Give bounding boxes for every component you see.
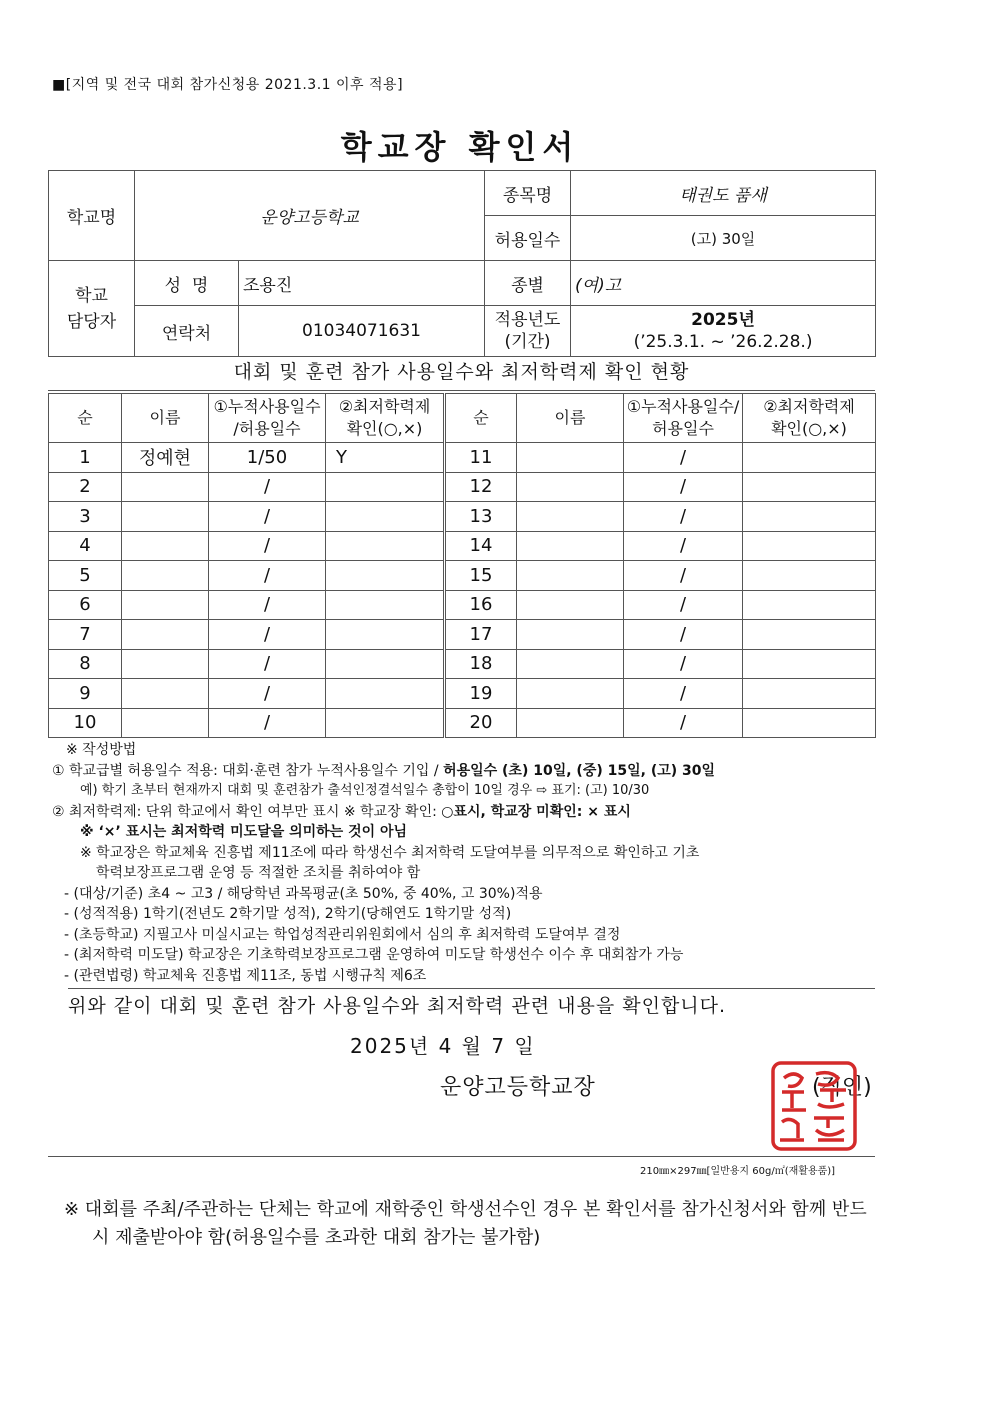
row-no-right: 18 [445, 649, 517, 679]
note-line-6: 학력보장프로그램 운영 등 적절한 조치를 취하여야 함 [96, 865, 421, 881]
row-min-left [326, 708, 445, 738]
row-name-left [122, 649, 209, 679]
table-row [49, 561, 876, 591]
row-name-right [517, 679, 624, 709]
table-row [49, 649, 876, 679]
table-row [49, 590, 876, 620]
col-min-right [743, 394, 876, 443]
row-min-right [743, 620, 876, 650]
col-name-right: 이름 [517, 394, 624, 443]
staff-label: 학교 담당자 [49, 261, 135, 357]
note-line-1-bold: 허용일수 (초) 10일, (중) 15일, (고) 30일 [443, 762, 716, 779]
row-min-right [743, 590, 876, 620]
row-min-right [743, 708, 876, 738]
row-days-left: 1/50 [209, 443, 326, 473]
contact-value: 01034071631 [239, 306, 485, 357]
row-name-left [122, 472, 209, 502]
row-no-left: 5 [49, 561, 122, 591]
row-days-right: / [624, 561, 743, 591]
col-min-right-line2: 확인(○,×) [771, 419, 847, 438]
row-min-left [326, 590, 445, 620]
school-name-value: 운양고등학교 [135, 171, 485, 261]
row-min-right [743, 531, 876, 561]
section-title: 대회 및 훈련 참가 사용일수와 최저학력제 확인 현황 [48, 354, 875, 391]
note-line-11: - (관련법령) 학교체육 진흥법 제11조, 동법 시행규칙 제6조 [64, 967, 427, 984]
col-no-left: 순 [49, 394, 122, 443]
row-no-right: 14 [445, 531, 517, 561]
row-name-left [122, 561, 209, 591]
row-name-right [517, 590, 624, 620]
footer-line-2: 시 제출받아야 함(허용일수를 초과한 대회 참가는 불가함) [92, 1227, 541, 1248]
row-no-right: 12 [445, 472, 517, 502]
table-row [49, 620, 876, 650]
table-row [49, 679, 876, 709]
row-days-right: / [624, 531, 743, 561]
row-name-right [517, 443, 624, 473]
row-no-right: 16 [445, 590, 517, 620]
row-days-right: / [624, 708, 743, 738]
row-days-left: / [209, 590, 326, 620]
col-min-left-line1: ②최저학력제 [338, 397, 431, 416]
document-title: 학교장 확인서 [340, 128, 580, 166]
note-line-3-bold: ○표시, 학교장 미확인: × 표시 [441, 803, 631, 820]
year-value: 2025년 [691, 310, 755, 330]
note-line-2: 예) 학기 초부터 현재까지 대회 및 훈련참가 출석인정결석일수 총합이 10일 경우 ⇨ 표기: (고) 10/30 [80, 783, 650, 798]
table-row [49, 708, 876, 738]
category-label: 종별 [485, 261, 571, 306]
row-name-right [517, 472, 624, 502]
row-days-left: / [209, 708, 326, 738]
row-no-right: 19 [445, 679, 517, 709]
row-days-left: / [209, 679, 326, 709]
row-days-right: / [624, 443, 743, 473]
col-min-right-line1: ②최저학력제 [763, 397, 855, 416]
row-days-left: / [209, 531, 326, 561]
staff-name-value: 조용진 [239, 261, 485, 306]
issue-date: 2025년 4 월 7 일 [350, 1034, 536, 1058]
sport-value: 태권도 품새 [571, 171, 876, 216]
school-name-label: 학교명 [49, 171, 135, 261]
sport-label: 종목명 [485, 171, 571, 216]
col-days-left-line2: /허용일수 [233, 419, 301, 438]
note-line-3-text: ② 최저학력제: 단위 학교에서 확인 여부만 표시 ※ 학교장 확인: [52, 803, 442, 820]
row-no-left: 7 [49, 620, 122, 650]
note-line-8: - (성적적용) 1학기(전년도 2학기말 성적), 2학기(당해연도 1학기말 성적) [64, 906, 512, 922]
applicable-year-value [571, 306, 876, 357]
row-days-right: / [624, 649, 743, 679]
row-no-left: 4 [49, 531, 122, 561]
row-name-left [122, 620, 209, 650]
table-row [49, 502, 876, 532]
row-min-left [326, 561, 445, 591]
row-no-left: 10 [49, 708, 122, 738]
row-min-right [743, 679, 876, 709]
contact-label: 연락처 [135, 306, 239, 357]
row-days-left: / [209, 561, 326, 591]
applicable-year-label [485, 306, 571, 357]
row-name-left [122, 708, 209, 738]
row-days-right: / [624, 590, 743, 620]
col-min-left-line2: 확인(○,×) [346, 419, 423, 438]
row-days-left: / [209, 472, 326, 502]
instructions [52, 740, 882, 986]
row-no-right: 13 [445, 502, 517, 532]
row-name-right [517, 708, 624, 738]
note-line-4: ※ ‘×’ 표시는 최저학력 미도달을 의미하는 것이 아님 [80, 824, 408, 840]
row-min-left [326, 649, 445, 679]
row-no-right: 20 [445, 708, 517, 738]
col-days-right-line1: ①누적사용일수/ [626, 397, 740, 416]
col-days-right [624, 394, 743, 443]
row-name-left [122, 590, 209, 620]
row-no-left: 3 [49, 502, 122, 532]
col-days-left [209, 394, 326, 443]
row-min-left [326, 679, 445, 709]
row-no-right: 17 [445, 620, 517, 650]
row-name-left: 정예현 [122, 443, 209, 473]
row-name-right [517, 620, 624, 650]
row-name-left [122, 531, 209, 561]
row-days-right: / [624, 502, 743, 532]
seal-label: (직인) [812, 1075, 872, 1100]
note-line-1-text: ① 학교급별 허용일수 적용: 대회·훈련 참가 누적사용일수 기입 / [52, 762, 444, 779]
note-line-3 [52, 802, 882, 823]
col-name-left: 이름 [122, 394, 209, 443]
info-table [48, 170, 876, 357]
official-seal-icon [770, 1060, 858, 1152]
row-min-left [326, 531, 445, 561]
table-row [49, 472, 876, 502]
applicable-year-label-2: (기간) [504, 332, 551, 352]
note-line-5: ※ 학교장은 학교체육 진흥법 제11조에 따라 학생선수 최저학력 도달여부를 의무적으로 확인하고 기초 [80, 844, 700, 861]
row-no-left: 8 [49, 649, 122, 679]
row-no-left: 9 [49, 679, 122, 709]
row-name-left [122, 679, 209, 709]
note-line-10: - (최저학력 미도달) 학교장은 기초학력보장프로그램 운영하여 미도달 학생선수 이수 후 대회참가 가능 [64, 947, 684, 963]
col-days-right-line2: 허용일수 [652, 419, 714, 438]
allowed-days-value: (고) 30일 [571, 216, 876, 261]
row-min-left [326, 502, 445, 532]
row-days-right: / [624, 679, 743, 709]
applicable-year-label-1: 적용년도 [494, 310, 561, 330]
bottom-divider [48, 1156, 875, 1157]
table-row [49, 443, 876, 473]
row-min-left: Y [326, 443, 445, 473]
period-value: (’25.3.1. ~ ’26.2.28.) [633, 332, 813, 352]
row-days-left: / [209, 620, 326, 650]
row-min-right [743, 561, 876, 591]
participation-rows [49, 443, 876, 738]
principal-name: 운양고등학교장 [440, 1075, 596, 1100]
form-header-note: ■[지역 및 전국 대회 참가신청용 2021.3.1 이후 적용] [52, 77, 404, 93]
footer-line-1: ※ 대회를 주최/주관하는 단체는 학교에 재학중인 학생선수인 경우 본 확인서를 참가신청서와 함께 반드 [64, 1199, 867, 1220]
category-value: (여)고 [571, 261, 876, 306]
paper-spec: 210㎜×297㎜[일반용지 60g/㎡(재활용품)] [640, 1166, 836, 1177]
row-min-right [743, 649, 876, 679]
col-no-right: 순 [445, 394, 517, 443]
row-no-left: 6 [49, 590, 122, 620]
row-days-left: / [209, 502, 326, 532]
col-min-left [326, 394, 445, 443]
confirmation-statement: 위와 같이 대회 및 훈련 참가 사용일수와 최저학력 관련 내용을 확인합니다. [68, 988, 875, 1018]
row-name-right [517, 502, 624, 532]
row-min-right [743, 472, 876, 502]
row-min-right [743, 443, 876, 473]
staff-name-label: 성 명 [135, 261, 239, 306]
row-min-left [326, 472, 445, 502]
row-min-right [743, 502, 876, 532]
footer-notice [64, 1196, 934, 1252]
row-days-right: / [624, 472, 743, 502]
table-row [49, 531, 876, 561]
row-name-left [122, 502, 209, 532]
participation-table [48, 393, 876, 738]
row-no-left: 1 [49, 443, 122, 473]
row-min-left [326, 620, 445, 650]
row-no-right: 15 [445, 561, 517, 591]
row-name-right [517, 561, 624, 591]
row-no-left: 2 [49, 472, 122, 502]
notes-heading: ※ 작성방법 [66, 742, 137, 758]
note-line-9: - (초등학교) 지필고사 미실시교는 학업성적관리위원회에서 심의 후 최저학력 도달여부 결정 [64, 926, 621, 943]
allowed-days-label: 허용일수 [485, 216, 571, 261]
note-line-7: - (대상/기준) 초4 ~ 고3 / 해당학년 과목평균(초 50%, 중 40%, 고 30%)적용 [64, 885, 543, 902]
row-name-right [517, 531, 624, 561]
col-days-left-line1: ①누적사용일수 [213, 397, 321, 416]
row-days-right: / [624, 620, 743, 650]
row-name-right [517, 649, 624, 679]
note-line-1 [52, 761, 882, 782]
row-no-right: 11 [445, 443, 517, 473]
row-days-left: / [209, 649, 326, 679]
